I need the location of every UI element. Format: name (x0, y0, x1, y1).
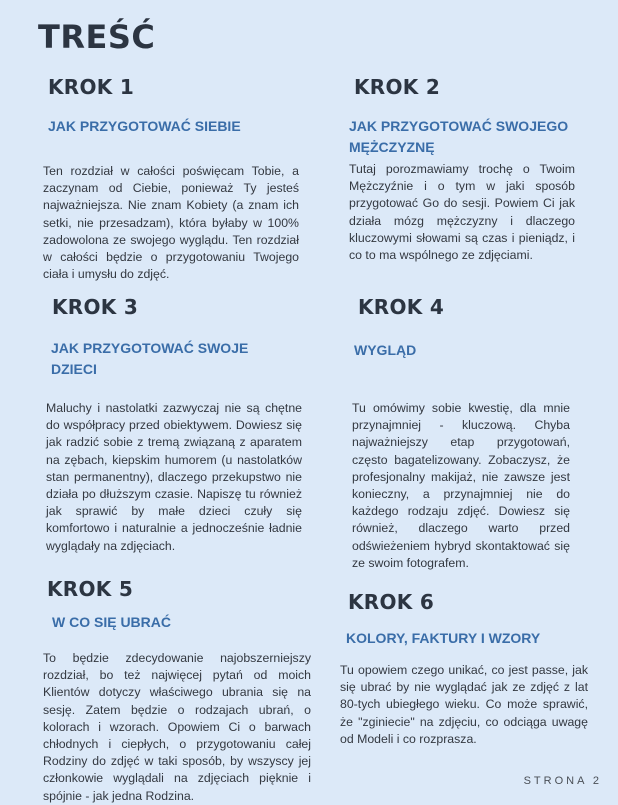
step-4-text: Tu omówimy sobie kwestię, dla mnie przynajmniej - kluczową. Chyba najważniejszy etap przygotowań, często bagatelizowany. Zobaczysz, że profesjonalny makijaż, nie zawsze jest konieczny, a przynajmniej nie do każdego rodzaju zdjęć. Dowiesz się również, dlaczego warto przed odświeżeniem hybryd skontaktować się ze swoim fotografem. (352, 401, 570, 570)
step-3-heading: JAK PRZYGOTOWAĆ SWOJE DZIECI (51, 340, 249, 377)
step-5-text: To będzie zdecydowanie najobszerniejszy rozdział, bo też najwięcej pytań od moich Klientów dotyczy właściwego ubrania się na sesję. Zatem będzie o rodzajach ubrań, o kolorach i wzorach. Opowiem Ci o barwach chłodnych i ciepłych, o przygotowaniu całej Rodziny do zdjęć w taki sposób, by wszyscy jej członkowie wyglądali na zdjęciach pięknie i spójnie - jak jedna Rodzina. (43, 651, 311, 803)
step-1-label: KROK 1 (48, 75, 135, 99)
step-6-label: KROK 6 (348, 590, 435, 614)
step-4-heading: WYGLĄD (354, 342, 417, 358)
step-1-text: Ten rozdział w całości poświęcam Tobie, a zaczynam od Ciebie, ponieważ Ty jesteś najważniejsza. Nie znam Kobiety (a znam ich setki, nie przesadzam), która byłaby w 100% zadowolona ze swojego wyglądu. Ten rozdział w całości będzie o przygotowaniu Twojego ciała i umysłu do zdjęć. (43, 164, 299, 282)
step-1-heading: JAK PRZYGOTOWAĆ SIEBIE (48, 118, 241, 134)
step-5-label: KROK 5 (47, 577, 134, 601)
step-6-text: Tu opowiem czego unikać, co jest passe, jak się ubrać by nie wyglądać jak ze zdjęć z lat 80-tych ubiegłego wieku. Co może sprawić, że "zginiecie" na zdjęciu, co odciąga uwagę od Modeli i co rozprasza. (340, 663, 588, 746)
page-number: STRONA 2 (523, 775, 602, 787)
step-3-label: KROK 3 (52, 295, 139, 319)
step-3-text: Maluchy i nastolatki zazwyczaj nie są chętne do współpracy przed obiektywem. Dowiesz się jak radzić sobie z tremą związaną z aparatem na zębach, kiepskim humorem (u nastolatków stan permanentny), dlaczego przekupstwo nie działa po dłuższym czasie. Napiszę tu również jak sprawić by małe dzieci czuły się komfortowo i naturalnie a jednocześnie ładnie wyglądały na zdjęciach. (46, 401, 302, 553)
step-2-text: Tutaj porozmawiamy trochę o Twoim Mężczyźnie i o tym w jaki sposób przygotować Go do sesji. Powiem Ci jak działa mózg mężczyzny i dlaczego kluczowymi słowami są czas i pieniądz, i co to ma wspólnego ze zdjęciami. (349, 162, 575, 263)
step-6-heading: KOLORY, FAKTURY I WZORY (346, 630, 541, 646)
step-5-heading: W CO SIĘ UBRAĆ (52, 614, 171, 630)
step-2-heading: JAK PRZYGOTOWAĆ SWOJEGO MĘŻCZYZNĘ (349, 118, 569, 155)
step-2-label: KROK 2 (354, 75, 441, 99)
step-4-label: KROK 4 (358, 295, 445, 319)
page-title: TREŚĆ (38, 18, 156, 56)
